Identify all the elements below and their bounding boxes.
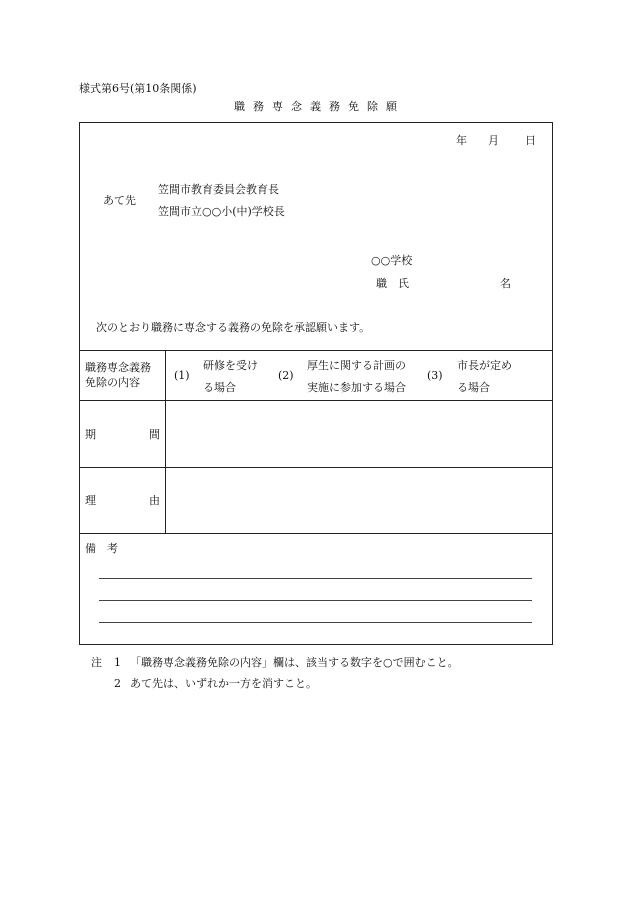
option-3-number: (3) xyxy=(427,369,443,382)
option-2-line2: 実施に参加する場合 xyxy=(307,381,406,394)
applicant-name-label: 名 xyxy=(500,277,511,290)
option-3-line2: る場合 xyxy=(457,381,490,394)
request-text: 次のとおり職務に専念する義務の免除を承認願います。 xyxy=(96,321,371,334)
applicant-position: 職 氏 xyxy=(376,277,409,290)
table-top-rule xyxy=(79,350,553,351)
applicant-school: ○○学校 xyxy=(371,254,413,267)
addressee-line1: 笠間市教育委員会教育長 xyxy=(158,183,279,196)
reason-label-first: 理 xyxy=(85,494,96,507)
remarks-line-1 xyxy=(99,578,532,579)
period-label-first: 期 xyxy=(85,428,96,441)
reason-label-second: 由 xyxy=(149,494,160,507)
content-row-rule xyxy=(79,400,553,401)
reason-row-rule xyxy=(79,533,553,534)
period-label-second: 間 xyxy=(149,428,160,441)
remarks-line-3 xyxy=(99,622,532,623)
remarks-label: 備 考 xyxy=(85,542,118,555)
date-day-label: 日 xyxy=(525,134,536,147)
addressee-label: あて先 xyxy=(103,194,136,207)
content-label-line2: 免除の内容 xyxy=(85,376,140,389)
addressee-line2: 笠間市立○○小(中)学校長 xyxy=(158,205,285,218)
option-3-line1: 市長が定め xyxy=(457,359,512,372)
option-2-line1: 厚生に関する計画の xyxy=(307,359,406,372)
form-number: 様式第6号(第10条関係) xyxy=(79,82,197,95)
date-year-label: 年 xyxy=(456,134,467,147)
form-title: 職務専念義務免除願 xyxy=(234,100,405,113)
option-2-number: (2) xyxy=(278,369,294,382)
note-1-number: 1 xyxy=(114,656,121,669)
note-2-number: 2 xyxy=(114,677,121,690)
remarks-line-2 xyxy=(99,600,532,601)
option-1-line2: る場合 xyxy=(203,381,236,394)
period-row-rule xyxy=(79,467,553,468)
label-column-divider xyxy=(165,350,166,533)
note-2-text: あて先は、いずれか一方を消すこと。 xyxy=(130,677,317,690)
option-1-line1: 研修を受け xyxy=(203,359,258,372)
note-1-text: 「職務専念義務免除の内容」欄は、該当する数字を○で囲むこと。 xyxy=(130,656,459,669)
content-label-line1: 職務専念義務 xyxy=(85,361,151,374)
option-1-number: (1) xyxy=(174,369,190,382)
notes-prefix: 注 xyxy=(91,656,102,669)
date-month-label: 月 xyxy=(488,134,499,147)
